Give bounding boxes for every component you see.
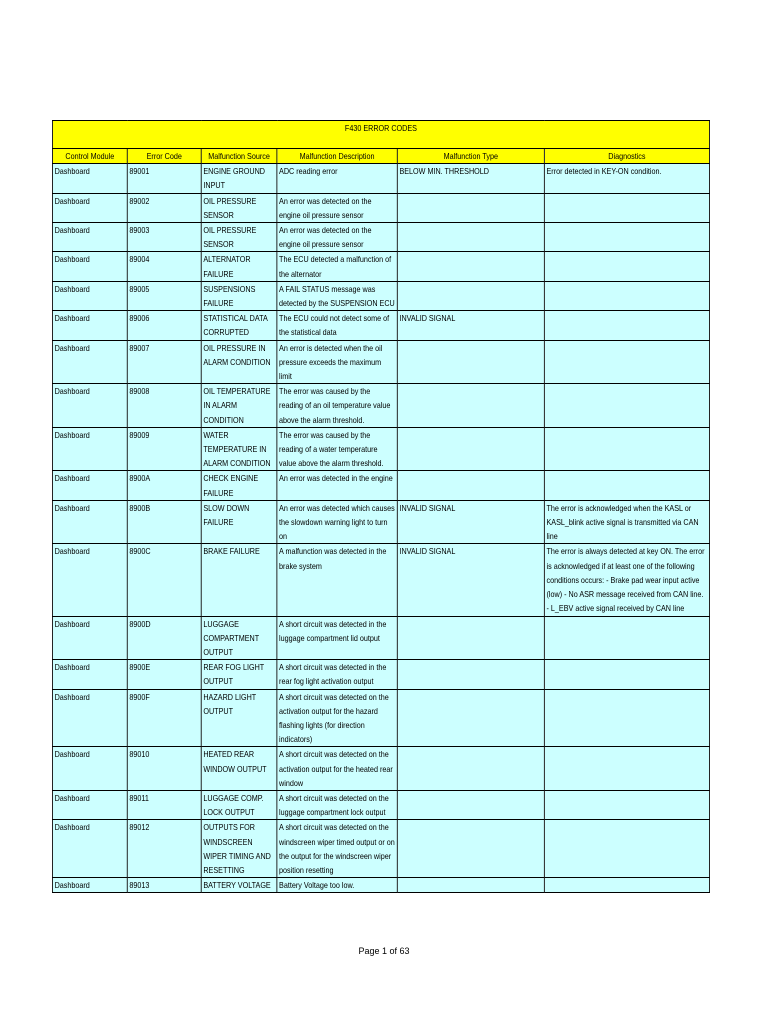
malfunction-type-cell	[397, 689, 544, 747]
malfunction-description-cell: The ECU could not detect some of the statistical data	[277, 311, 397, 340]
error-code-cell: 89001	[127, 164, 201, 193]
malfunction-description-cell: A malfunction was detected in the brake system	[277, 544, 397, 616]
malfunction-description-cell: Battery Voltage too low.	[277, 878, 397, 893]
malfunction-type-cell	[397, 281, 544, 310]
control-module-cell: Dashboard	[52, 193, 127, 222]
diagnostics-cell	[544, 193, 709, 222]
table-row	[52, 193, 709, 222]
control-module-cell: Dashboard	[52, 252, 127, 281]
malfunction-type-cell: BELOW MIN. THRESHOLD	[397, 164, 544, 193]
error-code-cell: 89006	[127, 311, 201, 340]
malfunction-source-cell: REAR FOG LIGHT OUTPUT	[201, 660, 277, 689]
control-module-cell: Dashboard	[52, 820, 127, 878]
diagnostics-cell	[544, 427, 709, 471]
diagnostics-cell	[544, 340, 709, 384]
control-module-cell: Dashboard	[52, 616, 127, 660]
column-header-diagnostics: Diagnostics	[544, 149, 709, 164]
malfunction-type-cell	[397, 252, 544, 281]
error-code-cell: 89004	[127, 252, 201, 281]
diagnostics-cell	[544, 223, 709, 252]
diagnostics-cell	[544, 689, 709, 747]
malfunction-source-cell: BRAKE FAILURE	[201, 544, 277, 616]
malfunction-source-cell: CHECK ENGINE FAILURE	[201, 471, 277, 500]
column-header-malfunction-description: Malfunction Description	[277, 149, 397, 164]
column-header-error-code: Error Code	[127, 149, 201, 164]
error-code-cell: 89002	[127, 193, 201, 222]
malfunction-type-cell	[397, 660, 544, 689]
malfunction-type-cell: INVALID SIGNAL	[397, 544, 544, 616]
diagnostics-cell	[544, 384, 709, 428]
control-module-cell: Dashboard	[52, 544, 127, 616]
error-code-cell: 89011	[127, 790, 201, 819]
malfunction-source-cell: OIL TEMPERATURE IN ALARM CONDITION	[201, 384, 277, 428]
table-body	[52, 164, 709, 893]
error-code-cell: 89007	[127, 340, 201, 384]
error-code-cell: 89013	[127, 878, 201, 893]
table-row	[52, 790, 709, 819]
error-codes-table	[52, 120, 710, 893]
control-module-cell: Dashboard	[52, 164, 127, 193]
malfunction-source-cell: OUTPUTS FOR WINDSCREEN WIPER TIMING AND RESETTING	[201, 820, 277, 878]
diagnostics-cell	[544, 616, 709, 660]
malfunction-type-cell	[397, 384, 544, 428]
control-module-cell: Dashboard	[52, 660, 127, 689]
control-module-cell: Dashboard	[52, 878, 127, 893]
diagnostics-cell: The error is acknowledged when the KASL or KASL_blink active signal is transmitted via CAN line	[544, 500, 709, 544]
column-header-malfunction-source: Malfunction Source	[201, 149, 277, 164]
column-header-malfunction-type: Malfunction Type	[397, 149, 544, 164]
malfunction-description-cell: An error is detected when the oil pressure exceeds the maximum limit	[277, 340, 397, 384]
error-code-cell: 89010	[127, 747, 201, 791]
table-row	[52, 384, 709, 428]
diagnostics-cell	[544, 790, 709, 819]
table-row	[52, 311, 709, 340]
malfunction-source-cell: STATISTICAL DATA CORRUPTED	[201, 311, 277, 340]
malfunction-source-cell: HEATED REAR WINDOW OUTPUT	[201, 747, 277, 791]
error-code-cell: 8900A	[127, 471, 201, 500]
malfunction-description-cell: A short circuit was detected on the activation output for the hazard flashing lights (for direction indicators)	[277, 689, 397, 747]
title-row	[52, 121, 709, 149]
malfunction-description-cell: A short circuit was detected on the luggage compartment lock output	[277, 790, 397, 819]
control-module-cell: Dashboard	[52, 340, 127, 384]
table-row	[52, 689, 709, 747]
diagnostics-cell	[544, 878, 709, 893]
table-row	[52, 223, 709, 252]
diagnostics-cell: Error detected in KEY-ON condition.	[544, 164, 709, 193]
malfunction-description-cell: A short circuit was detected in the luggage compartment lid output	[277, 616, 397, 660]
error-code-cell: 89005	[127, 281, 201, 310]
control-module-cell: Dashboard	[52, 281, 127, 310]
control-module-cell: Dashboard	[52, 689, 127, 747]
malfunction-source-cell: ALTERNATOR FAILURE	[201, 252, 277, 281]
error-code-sheet	[52, 120, 708, 893]
control-module-cell: Dashboard	[52, 311, 127, 340]
table-row	[52, 544, 709, 616]
table-row	[52, 660, 709, 689]
malfunction-description-cell: An error was detected in the engine	[277, 471, 397, 500]
malfunction-type-cell	[397, 820, 544, 878]
malfunction-source-cell: SLOW DOWN FAILURE	[201, 500, 277, 544]
table-row	[52, 878, 709, 893]
column-header-control-module: Control Module	[52, 149, 127, 164]
malfunction-description-cell: A short circuit was detected in the rear fog light activation output	[277, 660, 397, 689]
table-row	[52, 616, 709, 660]
control-module-cell: Dashboard	[52, 471, 127, 500]
error-code-cell: 8900C	[127, 544, 201, 616]
malfunction-source-cell: OIL PRESSURE SENSOR	[201, 193, 277, 222]
diagnostics-cell	[544, 311, 709, 340]
malfunction-source-cell: BATTERY VOLTAGE	[201, 878, 277, 893]
malfunction-description-cell: An error was detected which causes the slowdown warning light to turn on	[277, 500, 397, 544]
page-number: Page 1 of 63	[358, 946, 410, 956]
malfunction-source-cell: LUGGAGE COMP. LOCK OUTPUT	[201, 790, 277, 819]
table-row	[52, 820, 709, 878]
diagnostics-cell	[544, 252, 709, 281]
table-row	[52, 427, 709, 471]
malfunction-description-cell: ADC reading error	[277, 164, 397, 193]
malfunction-source-cell: WATER TEMPERATURE IN ALARM CONDITION	[201, 427, 277, 471]
malfunction-type-cell	[397, 616, 544, 660]
malfunction-description-cell: The error was caused by the reading of a water temperature value above the alarm threshold.	[277, 427, 397, 471]
malfunction-source-cell: HAZARD LIGHT OUTPUT	[201, 689, 277, 747]
error-code-cell: 89009	[127, 427, 201, 471]
error-code-cell: 8900B	[127, 500, 201, 544]
malfunction-type-cell	[397, 878, 544, 893]
malfunction-source-cell: OIL PRESSURE SENSOR	[201, 223, 277, 252]
malfunction-description-cell: The error was caused by the reading of an oil temperature value above the alarm threshold.	[277, 384, 397, 428]
control-module-cell: Dashboard	[52, 223, 127, 252]
malfunction-type-cell	[397, 193, 544, 222]
malfunction-type-cell	[397, 747, 544, 791]
malfunction-type-cell	[397, 223, 544, 252]
malfunction-description-cell: A short circuit was detected on the activation output for the heated rear window	[277, 747, 397, 791]
table-row	[52, 281, 709, 310]
control-module-cell: Dashboard	[52, 427, 127, 471]
error-code-cell: 8900F	[127, 689, 201, 747]
control-module-cell: Dashboard	[52, 790, 127, 819]
error-code-cell: 89012	[127, 820, 201, 878]
malfunction-source-cell: SUSPENSIONS FAILURE	[201, 281, 277, 310]
malfunction-source-cell: OIL PRESSURE IN ALARM CONDITION	[201, 340, 277, 384]
control-module-cell: Dashboard	[52, 384, 127, 428]
table-row	[52, 164, 709, 193]
malfunction-description-cell: An error was detected on the engine oil pressure sensor	[277, 223, 397, 252]
diagnostics-cell: The error is always detected at key ON. The error is acknowledged if at least one of the following conditions occurs: - Brake pad wear input active (low) - No ASR message received from CAN line. - L_EBV active signal received by CAN line	[544, 544, 709, 616]
malfunction-type-cell	[397, 790, 544, 819]
control-module-cell: Dashboard	[52, 500, 127, 544]
table-title: F430 ERROR CODES	[52, 121, 709, 149]
diagnostics-cell	[544, 660, 709, 689]
malfunction-type-cell	[397, 471, 544, 500]
error-code-cell: 8900D	[127, 616, 201, 660]
control-module-cell: Dashboard	[52, 747, 127, 791]
table-row	[52, 252, 709, 281]
malfunction-type-cell: INVALID SIGNAL	[397, 500, 544, 544]
header-row	[52, 149, 709, 164]
malfunction-source-cell: ENGINE GROUND INPUT	[201, 164, 277, 193]
table-row	[52, 340, 709, 384]
malfunction-type-cell	[397, 427, 544, 471]
error-code-cell: 89008	[127, 384, 201, 428]
diagnostics-cell	[544, 471, 709, 500]
table-row	[52, 500, 709, 544]
malfunction-type-cell: INVALID SIGNAL	[397, 311, 544, 340]
diagnostics-cell	[544, 820, 709, 878]
table-row	[52, 747, 709, 791]
diagnostics-cell	[544, 281, 709, 310]
diagnostics-cell	[544, 747, 709, 791]
malfunction-type-cell	[397, 340, 544, 384]
malfunction-description-cell: A FAIL STATUS message was detected by the SUSPENSION ECU	[277, 281, 397, 310]
malfunction-source-cell: LUGGAGE COMPARTMENT OUTPUT	[201, 616, 277, 660]
malfunction-description-cell: A short circuit was detected on the windscreen wiper timed output or on the output for the windscreen wiper position resetting	[277, 820, 397, 878]
malfunction-description-cell: An error was detected on the engine oil pressure sensor	[277, 193, 397, 222]
error-code-cell: 89003	[127, 223, 201, 252]
table-row	[52, 471, 709, 500]
error-code-cell: 8900E	[127, 660, 201, 689]
malfunction-description-cell: The ECU detected a malfunction of the alternator	[277, 252, 397, 281]
